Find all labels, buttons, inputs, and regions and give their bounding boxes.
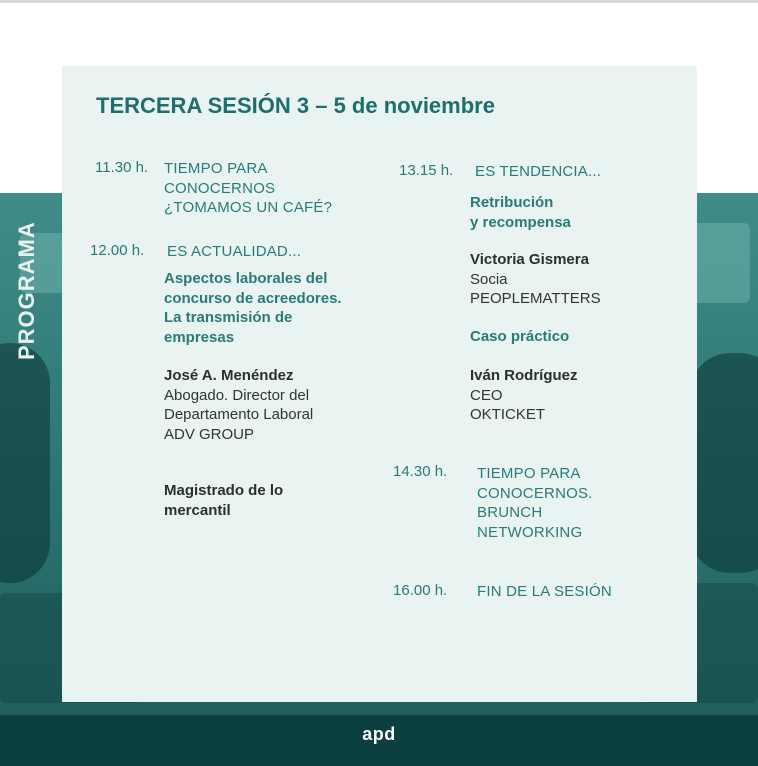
- speaker-role: Departamento Laboral: [164, 406, 314, 423]
- speaker-name: Iván Rodríguez: [470, 367, 578, 384]
- end-session-label: FIN DE LA SESIÓN: [477, 583, 612, 600]
- actualidad-topic: [164, 269, 384, 347]
- speaker-magistrado: [164, 481, 384, 520]
- speaker-menendez: [164, 366, 384, 444]
- speaker-role: Magistrado de lo: [164, 482, 284, 499]
- time-1600: 16.00 h.: [393, 582, 448, 599]
- topic-line: Aspectos laborales del: [164, 270, 328, 287]
- speaker-role: Abogado. Director del: [164, 386, 310, 404]
- topic-line: empresas: [164, 328, 235, 346]
- time-1130: 11.30 h.: [95, 159, 149, 176]
- coffee-break-block: [164, 159, 384, 218]
- apd-logo: apd: [362, 724, 396, 744]
- speaker-gismera: [470, 250, 690, 309]
- tendencia-topic: [470, 193, 690, 232]
- speaker-role: OKTICKET: [470, 406, 546, 423]
- brunch-block: [477, 464, 697, 542]
- topic-line: concurso de acreedores.: [164, 289, 342, 307]
- coffee-line: TIEMPO PARA: [164, 160, 268, 177]
- programa-label: PROGRAMA: [14, 221, 39, 360]
- speaker-rodriguez: [470, 366, 690, 425]
- brunch-line: NETWORKING: [477, 523, 583, 541]
- speaker-role: ADV GROUP: [164, 425, 255, 443]
- tendencia-heading: ES TENDENCIA...: [475, 163, 602, 180]
- actualidad-heading: ES ACTUALIDAD...: [167, 243, 302, 260]
- time-1430: 14.30 h.: [393, 463, 448, 480]
- case-study-label: Caso práctico: [470, 328, 570, 345]
- topic-line: Retribución: [470, 194, 554, 211]
- top-rule: [0, 0, 758, 3]
- coffee-line: CONOCERNOS: [164, 179, 276, 197]
- program-card: [62, 66, 697, 702]
- topic-line: y recompensa: [470, 213, 571, 231]
- coffee-line: ¿TOMAMOS UN CAFÉ?: [164, 199, 333, 216]
- speaker-role: Socia: [470, 270, 508, 288]
- speaker-name: Victoria Gismera: [470, 251, 589, 268]
- time-1315: 13.15 h.: [399, 162, 454, 179]
- speaker-role: CEO: [470, 386, 503, 404]
- session-title: TERCERA SESIÓN 3 – 5 de noviembre: [96, 93, 495, 118]
- brunch-line: TIEMPO PARA: [477, 465, 581, 482]
- speaker-name: José A. Menéndez: [164, 367, 294, 384]
- brunch-line: BRUNCH: [477, 504, 543, 521]
- footer: [0, 715, 758, 766]
- brunch-line: CONOCERNOS.: [477, 484, 593, 502]
- speaker-role: PEOPLEMATTERS: [470, 290, 601, 307]
- topic-line: La transmisión de: [164, 309, 293, 326]
- speaker-role: mercantil: [164, 501, 231, 519]
- time-1200: 12.00 h.: [90, 242, 145, 259]
